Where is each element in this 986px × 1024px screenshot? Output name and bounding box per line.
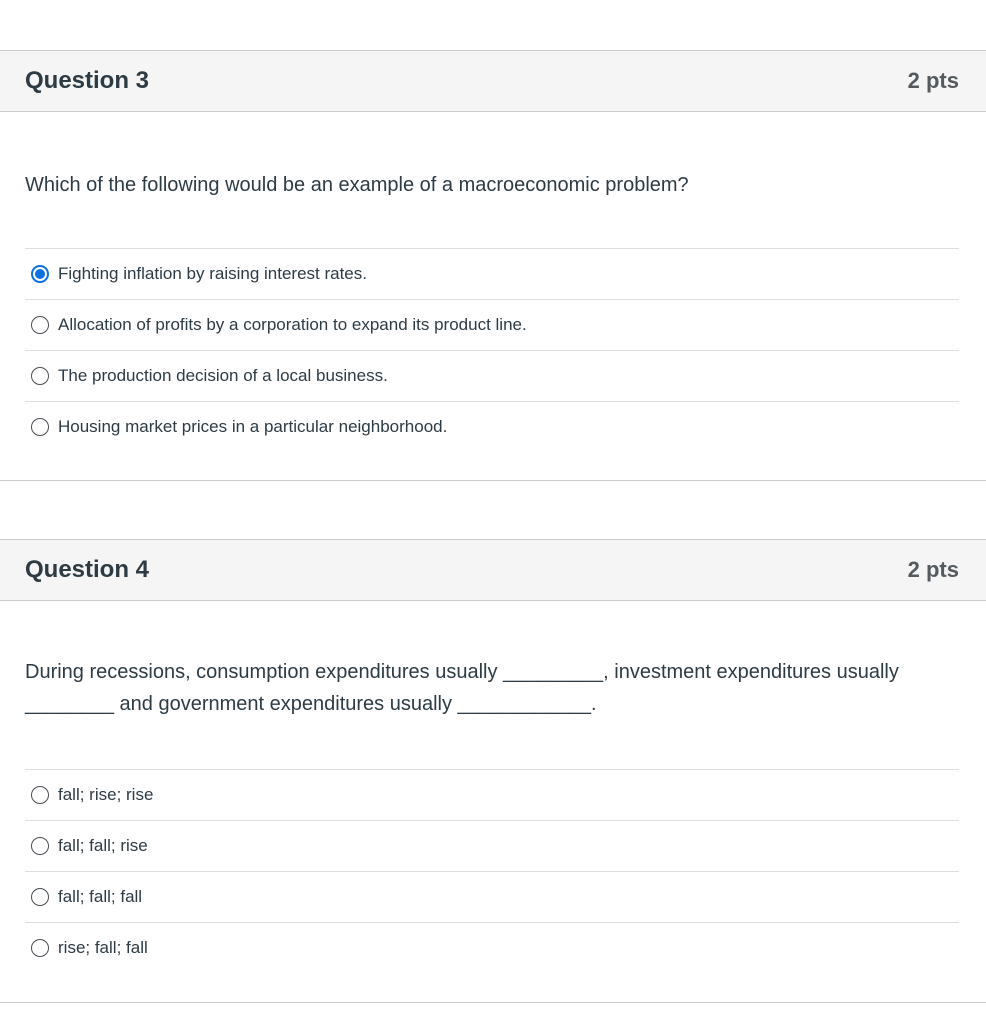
answer-label: The production decision of a local business. bbox=[58, 366, 388, 385]
answer-option[interactable] bbox=[25, 248, 959, 299]
answer-label: fall; fall; rise bbox=[58, 836, 148, 855]
radio-unselected-icon[interactable] bbox=[31, 888, 49, 906]
answer-option[interactable] bbox=[25, 820, 959, 871]
question-text-line-2: ________ and government expenditures usually ____________. bbox=[25, 693, 597, 715]
question-points: 2 pts bbox=[907, 68, 959, 93]
answer-option[interactable] bbox=[25, 769, 959, 820]
radio-unselected-icon[interactable] bbox=[31, 837, 49, 855]
answer-label: Fighting inflation by raising interest rates. bbox=[58, 264, 367, 283]
question-header bbox=[0, 540, 986, 601]
question-title: Question 4 bbox=[25, 556, 150, 583]
radio-unselected-icon[interactable] bbox=[31, 367, 49, 385]
answer-list bbox=[25, 769, 959, 973]
question-header bbox=[0, 51, 986, 112]
radio-unselected-icon[interactable] bbox=[31, 939, 49, 957]
answer-label: Allocation of profits by a corporation to expand its product line. bbox=[58, 315, 527, 334]
answer-option[interactable] bbox=[25, 350, 959, 401]
question-text: Which of the following would be an example of a macroeconomic problem? bbox=[25, 174, 689, 196]
answer-label: Housing market prices in a particular neighborhood. bbox=[58, 417, 448, 436]
question-3 bbox=[0, 50, 986, 481]
answer-label: fall; fall; fall bbox=[58, 887, 143, 906]
answer-label: fall; rise; rise bbox=[58, 785, 154, 804]
answer-option[interactable] bbox=[25, 922, 959, 973]
question-4 bbox=[0, 539, 986, 1003]
radio-unselected-icon[interactable] bbox=[31, 418, 49, 436]
radio-selected-icon[interactable] bbox=[31, 265, 49, 283]
answer-label: rise; fall; fall bbox=[58, 938, 148, 957]
question-points: 2 pts bbox=[907, 557, 959, 582]
question-text-line-1: During recessions, consumption expenditures usually _________, investment expenditures usually bbox=[25, 661, 899, 683]
answer-list bbox=[25, 248, 959, 452]
question-title: Question 3 bbox=[25, 67, 150, 94]
radio-unselected-icon[interactable] bbox=[31, 316, 49, 334]
answer-option[interactable] bbox=[25, 299, 959, 350]
answer-option[interactable] bbox=[25, 401, 959, 452]
answer-option[interactable] bbox=[25, 871, 959, 922]
question-text bbox=[25, 656, 946, 720]
radio-unselected-icon[interactable] bbox=[31, 786, 49, 804]
